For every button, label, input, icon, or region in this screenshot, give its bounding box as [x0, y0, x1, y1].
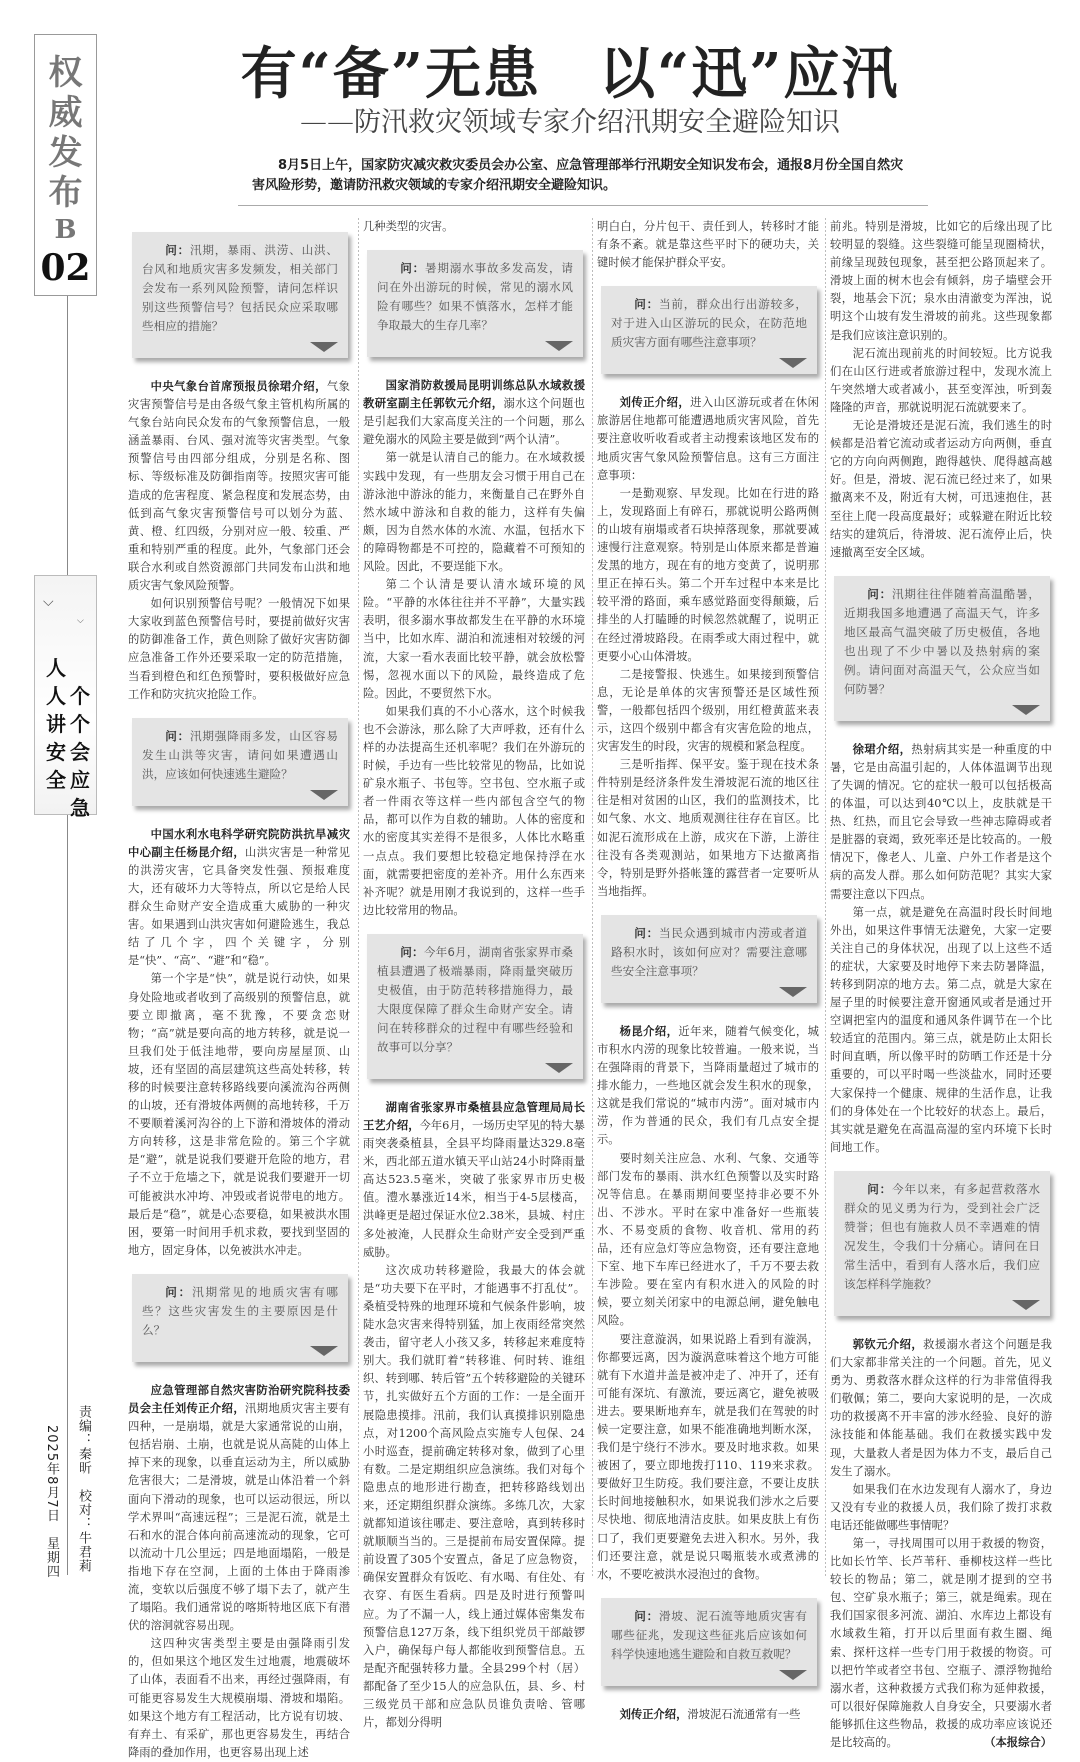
paragraph-text: 一是勤观察、早发现。比如在行进的路上，发现路面上有碎石，那就说明公路两侧的山坡有崩塌或者石块掉落现象，那就要减速慢行注意观察。特别是山体原来都是普遍发黑的地方，现在有的地方变黄了，说明那里正在掉石头。第二个开车过程中本来是比较平滑的路面，乘车感觉路面变得颠簸，后排坐的人打瞌睡的时候忽然就醒了，说明正在经过滑坡路段。在雨季或大雨过程中，就更要小心山体滑坡。 — [597, 486, 819, 663]
bird-icon: ⌵ — [43, 594, 54, 610]
triangle-down-icon — [310, 342, 338, 352]
paragraph-text: 这四种灾害类型主要是由强降雨引发的，但如果这个地区发生过地震，地震破坏了山体，表面看不出来，再经过强降雨，有可能更容易发生大规模崩塌、滑坡和塌陷。如果这个地方有工程活动，比方说有切坡、有弃土、有采矿，那也更容易发生，再结合降雨的叠加作用，也更容易出现上述 — [128, 1637, 350, 1759]
triangle-down-icon — [310, 790, 338, 800]
body-paragraph — [597, 218, 819, 272]
section-box — [34, 34, 97, 296]
question-text: 汛期，暴雨、洪涝、山洪、台风和地质灾害多发频发，相关部门会发布一系列风险预警，请问怎样识别这些预警信号？包括民众应采取哪些相应的措施？ — [142, 243, 338, 333]
paragraph-text: 几种类型的灾害。 — [363, 220, 454, 233]
question-label: 问： — [400, 261, 425, 276]
editor-credit: 责编：秦昕 校对：牛君莉 — [76, 1405, 91, 1573]
question-text: 当民众遇到城市内涝或者道路积水时，该如何应对？需要注意哪些安全注意事项？ — [611, 925, 807, 978]
sidebar-rule — [67, 296, 68, 575]
subheadline: ——防汛救灾领域专家介绍汛期安全避险知识 — [300, 107, 840, 138]
question-label: 问： — [867, 586, 892, 601]
slogan-char: 人 — [46, 684, 66, 708]
question-box — [834, 1171, 1050, 1316]
paragraph-text: 近年来，随着气候变化，城市积水内涝的现象比较普遍。一般来说，当在强降雨的背景下，当降雨量超过了城市的排水能力，一些地区就会发生积水的现象，这就是我们常说的“城市内涝”。面对城市内涝，作为普通的民众，我们有几点安全提示。 — [597, 1024, 819, 1147]
body-paragraph — [597, 485, 819, 666]
paragraph-text: 二是接警报、快逃生。如果接到预警信息，无论是单体的灾害预警还是区域性预警，一般都包括四个级别，用红橙黄蓝来表示，这四个级别中都含有灾害危险的地点，灾害发生的时段，灾害的规模和紧急程度。 — [597, 667, 819, 754]
slogan-char: 会 — [70, 740, 90, 764]
body-paragraph — [597, 756, 819, 901]
question-box — [132, 718, 348, 806]
question-text: 当前，群众出行出游较多，对于进入山区游玩的民众，在防范地质灾害方面有哪些注意事项？ — [611, 297, 807, 350]
question-text: 今年以来，有多起营救落水群众的见义勇为行为，受到社会广泛赞誉；但也有施救人员不幸遇难的情况发生，令我们十分痛心。请问在日常生活中，看到有人落水后，我们应该怎样科学施救？ — [844, 1181, 1040, 1291]
column-divider — [592, 218, 593, 1578]
question-box — [601, 915, 817, 1003]
body-paragraph — [363, 449, 585, 576]
question-text: 汛期常见的地质灾害有哪些？这些灾害发生的主要原因是什么？ — [142, 1284, 338, 1337]
answer-paragraph — [597, 1023, 819, 1150]
speaker-name: 徐珺介绍， — [852, 742, 912, 756]
paragraph-text: 如果我们在水边发现有人溺水了，身边又没有专业的救援人员，我们除了拨打求救电话还能做哪些事情呢？ — [830, 1482, 1052, 1532]
triangle-down-icon — [545, 341, 573, 351]
body-paragraph — [363, 218, 585, 236]
speaker-name: 杨昆介绍， — [619, 1024, 679, 1038]
column-divider — [825, 218, 826, 1578]
article-column — [363, 218, 585, 1732]
question-label: 问： — [634, 925, 659, 940]
answer-paragraph — [363, 377, 585, 449]
question-box — [367, 250, 583, 357]
body-paragraph — [363, 576, 585, 703]
paragraph-text: 明白白，分片包干、责任到人，转移时才能有条不紊。就是靠这些平时下的硬功夫，关键时候才能保护群众平安。 — [597, 220, 819, 270]
question-text: 汛期往往伴随着高温酷暑，近期我国多地遭遇了高温天气，许多地区最高气温突破了历史极值，各地也出现了不少中暑以及热射病的案例。请问面对高温天气，公众应当如何防暑？ — [844, 586, 1040, 696]
paragraph-text: 泥石流出现前兆的时间较短。比方说我们在山区行进或者旅游过程中，发现水流上午突然增大或者减小，甚至变浑浊，听到轰隆隆的声音，那就说明泥石流就要来了。 — [830, 346, 1052, 414]
body-paragraph — [128, 970, 350, 1260]
question-label: 问： — [165, 1284, 193, 1299]
slogan-char: 个 — [70, 712, 90, 736]
paragraph-text: 进入山区游玩或者在休闲旅游居住地都可能遭遇地质灾害风险，首先要注意收听收看或者主动搜索该地区发布的地质灾害气象风险预警信息。这有三方面注意事项： — [597, 396, 819, 482]
body-paragraph — [830, 1535, 1052, 1752]
question-text: 暑期溺水事故多发高发，请问在外出游玩的时候，常见的溺水风险有哪些？如果不慎落水，怎样才能争取最大的生存几率？ — [377, 261, 573, 333]
speaker-name: 中央气象台首席预报员徐珺介绍， — [150, 380, 327, 393]
paragraph-text: 要注意漩涡，如果说路上看到有漩涡，你都要远离，因为漩涡意味着这个地方可能就有下水道井盖是被冲走了、冲开了，还有可能有深坑、有激流，要远离它，避免被吸进去。要果断地弃车，就是我们在驾驶的时候一定要注意，如果不能准确地判断水深，我们是宁绕行不涉水。要及时地求救。如果被困了，要立即地拨打110、119来求救。要做好卫生防疫。我们要注意，不要让皮肤长时间地接触积水，如果说我们涉水之后要尽快地、彻底地清洁皮肤。如果皮肤上有伤口了，我们更要避免去进入积水。另外，我们还要注意，就是说只喝瓶装水或煮沸的水，不要吃被洪水浸泡过的食物。 — [597, 1332, 819, 1581]
speaker-name: 应急管理部自然灾害防治研究院科技委员会主任刘传正介绍， — [128, 1383, 350, 1416]
column-divider — [358, 218, 359, 1578]
answer-paragraph — [597, 394, 819, 484]
answer-paragraph — [830, 1336, 1052, 1481]
speaker-name: 中国水利水电科学研究院防洪抗旱减灾中心副主任杨昆介绍， — [128, 827, 350, 859]
paragraph-text: 前兆。特别是滑坡，比如它的后缘出现了比较明显的裂缝。这些裂缝可能呈现圈椅状，前缘呈现鼓包现象，甚至把公路顶起来了。滑坡上面的树木也会有倾斜，房子墙壁会开裂，地基会下沉；泉水由清澈变为浑浊，说明这个山坡有发生滑坡的前兆。这些现象都是我们应该注意识别的。 — [830, 220, 1052, 342]
slogan-right — [69, 682, 91, 822]
body-paragraph — [363, 1262, 585, 1732]
body-paragraph — [363, 703, 585, 920]
slogan-char: 应 — [70, 768, 90, 792]
paragraph-text: 今年6月，一场历史罕见的特大暴雨突袭桑植县，全县平均降雨量达329.8毫米，西北部五道水镇天平山站24小时降雨量高达523.5毫米，突破了张家界市历史极值。澧水暴涨近14米，相当于4-5层楼高，洪峰更是超过保证水位2.38米，县城、村庄多处被淹，人民群众生命财产安全受到严重威胁。 — [363, 1119, 585, 1259]
answer-paragraph — [128, 1382, 350, 1635]
question-label: 问： — [634, 297, 659, 312]
question-label: 问： — [634, 1608, 659, 1623]
question-box — [834, 576, 1050, 721]
paragraph-text: 如果我们真的不小心落水，这个时候我也不会游泳，那么除了大声呼救，还有什么样的办法提高生还机率呢？我们在外游玩的时候，手边有一些比较常见的物品，比如说矿泉水瓶子、书包等。空书包、空水瓶子或者一件雨衣等这样一些内部包含空气的物品，都可以作为自救的辅助。人体的密度和水的密度其实差得不是很多，人体比水略重一点点。我们要想比较稳定地保持浮在水面，就需要把密度的差补齐。用什么东西来补齐呢？就是用刚才我说到的，这样一些手边比较常用的物品。 — [363, 704, 585, 917]
body-paragraph — [830, 417, 1052, 562]
triangle-down-icon — [1012, 1300, 1040, 1310]
body-paragraph — [597, 1331, 819, 1584]
question-label: 问： — [400, 944, 424, 959]
paragraph-text: 第一就是认清自己的能力。在水域救援实践中发现，有一些朋友会习惯于用自己在游泳池中游泳的能力，来衡量自己在野外自然水域中游泳和自救的能力，这样有失偏颇，因为自然水体的水流、水温，包括水下的障碍物都是不可控的，隐藏着不可预知的风险。因此，不要逞能下水。 — [363, 451, 585, 574]
body-paragraph — [597, 1150, 819, 1331]
question-text: 今年6月，湖南省张家界市桑植县遭遇了极端暴雨，降雨量突破历史极值，由于防范转移措施得力，最大限度保障了群众生命财产安全。请问在转移群众的过程中有哪些经验和故事可以分享？ — [377, 944, 573, 1054]
article-column — [830, 218, 1052, 1752]
paragraph-text: 气象灾害预警信号是由各级气象主管机构所属的气象台站向民众发布的气象预警信息，一般涵盖暴雨、台风、强对流等灾害类型。气象预警信号由四部分组成，分别是名称、图标、等级标准及防御指南等。按照灾害可能造成的危害程度、紧急程度和发展态势，由低到高气象灾害预警信号可以划分为蓝、黄、橙、红四级，分别对应一般、较重、严重和特别严重的程度。此外，气象部门还会联合水利或自然资源部门共同发布山洪和地质灾害气象风险预警。 — [128, 380, 350, 593]
question-text: 汛期强降雨多发，山区容易发生山洪等灾害，请问如果遭遇山洪，应该如何快速逃生避险？ — [142, 728, 338, 781]
headline: 有“备”无患 以“迅”应汛 — [240, 41, 900, 107]
byline-signoff: （本报综合） — [984, 1736, 1052, 1749]
section-title — [35, 53, 96, 213]
lead-rule — [238, 205, 928, 206]
slogan-char: 安 — [46, 740, 66, 764]
slogan-box — [34, 575, 97, 820]
body-paragraph — [830, 345, 1052, 417]
triangle-down-icon — [545, 1063, 573, 1073]
speaker-name: 湖南省张家界市桑植县应急管理局局长王艺介绍， — [363, 1100, 585, 1132]
paragraph-text: 救援溺水者这个问题是我们大家都非常关注的一个问题。首先，见义勇为、勇救落水群众这样的行为非常值得我们敬佩；第二，要向大家说明的是，一次成功的救援离不开丰富的涉水经验、良好的游泳技能和体能基础。我们在救援实践中发现，大量救人者是因为体力不支，最后自己发生了溺水。 — [830, 1337, 1052, 1478]
slogan-char: 急 — [70, 796, 90, 820]
triangle-down-icon — [310, 1346, 338, 1356]
page-letter: B — [54, 215, 77, 245]
paragraph-text: 第一个字是“快”，就是说行动快，如果身处险地或者收到了高级别的预警信息，就要立即撤离，毫不犹豫，不要贪恋财物；“高”就是要向高的地方转移，就是说一旦我们处于低洼地带，要向房屋屋顶、山坡，还有坚固的高层建筑这些高处转移，转移的时候要注意转移路线要向溪流沟谷两侧的山坡，还有滑坡体两侧的高地转移，千万不要顺着溪河沟谷的上下游和滑坡体的滑动方向转移，这是非常危险的。第三个字就是“避”，就是说我们要避开危险的地方，君子不立于危墙之下，就是说我们要避开一切可能被洪水冲垮、冲毁或者说带电的地方。最后是“稳”，就是心态要稳，如果被洪水围困，要第一时间用手机求救，要找到坚固的地方，固定身体，以免被洪水冲走。 — [128, 972, 350, 1257]
question-label: 问： — [165, 728, 190, 743]
answer-paragraph — [128, 378, 350, 595]
paragraph-text: 第一，寻找周围可以用于救援的物资，比如长竹竿、长芦苇秆、垂柳枝这样一些比较长的物品；第二，就是刚才提到的空书包、空矿泉水瓶子；第三，就是绳索。现在我们国家很多河流、湖泊、水库边上都设有水域救生箱，打开以后里面有救生圈、绳索、探杆这样一些专门用于救援的物资。可以把竹竿或者空书包、空瓶子、漂浮物抛给溺水者，这种救援方式我们称为延伸救援，可以很好保障施救人自身安全，只要溺水者能够抓住这些物品，救援的成功率应该说还是比较高的。 — [830, 1536, 1052, 1749]
speaker-name: 郭钦元介绍， — [852, 1337, 924, 1351]
article-column — [597, 218, 819, 1724]
paragraph-text: 无论是滑坡还是泥石流，我们逃生的时候都是沿着它流动或者运动方向两侧，垂直它的方向向两侧跑，跑得越快、爬得越高越好。但是，滑坡、泥石流已经过来了，如果撤离来不及，附近有大树，可迅速抱住，甚至往上爬一段高度最好；或躲避在附近比较结实的建筑后，待滑坡、泥石流停止后，快速撤离至安全区域。 — [830, 419, 1052, 559]
paragraph-text: 要时刻关注应急、水利、气象、交通等部门发布的暴雨、洪水红色预警以及实时路况等信息。在暴雨期间要坚持非必要不外出、不涉水。平时在家中准备好一些瓶装水、不易变质的食物、收音机、常用的药品，还有应急灯等应急物资，还有要注意地下室、地下车库已经进水了，千万不要去救车涉险。要在室内有积水进入的风险的时候，要立刻关闭家中的电源总闸，避免触电风险。 — [597, 1151, 819, 1328]
slogan-left — [45, 654, 67, 794]
triangle-down-icon — [779, 1670, 807, 1680]
answer-paragraph — [830, 741, 1052, 904]
answer-paragraph — [363, 1099, 585, 1262]
question-box — [367, 934, 583, 1079]
body-paragraph — [830, 218, 1052, 345]
question-box — [132, 1274, 348, 1362]
body-paragraph — [128, 1635, 350, 1762]
answer-paragraph — [597, 1706, 819, 1724]
body-paragraph — [830, 1481, 1052, 1535]
paragraph-text: 汛期地质灾害主要有四种，一是崩塌，就是大家通常说的山崩，包括岩崩、土崩，也就是说从高陡的山体上掉下来的现象，以垂直运动为主，所以威胁危害很大；二是滑坡，就是山体沿着一个斜面向下滑动的现象，也可以运动很远，所以学术界叫“高速远程”；三是泥石流，就是土石和水的混合体向前高速流动的现象，它可以流动十几公里远；四是地面塌陷，一般是指地下存在空洞，上面的土体由于降雨渗流，变软以后强度不够了塌下去了，就产生了塌陷。我们通常说的喀斯特地区底下有潜伏的溶洞就容易出现。 — [128, 1402, 350, 1633]
slogan-char: 人 — [46, 656, 66, 680]
sidebar-rule — [67, 815, 68, 1575]
question-label: 问： — [165, 243, 190, 257]
article-column — [128, 218, 350, 1762]
question-text: 滑坡、泥石流等地质灾害有哪些征兆，发现这些征兆后应该如何科学快速地逃生避险和自救互救呢？ — [611, 1608, 807, 1661]
paragraph-text: 这次成功转移避险，我最大的体会就是“功夫要下在平时，才能遇事不打乱仗”。桑植受特殊的地理环境和气候条件影响，坡陡水急灾害来得特别猛，加上夜雨经常突然袭击，留守老人小孩又多，转移起来难度特别大。我们就盯着“转移谁、何时转、谁组织、转到哪、转后管”五个转移避险的关键环节，扎实做好五个方面的工作：一是全面开展隐患摸排。汛前，我们认真摸排识别隐患点，对1200个高风险点实施专人包保、24小时巡查，提前确定转移对象，做到了心里有数。二是定期组织应急演练。我们对每个隐患点的地形进行勘查，把转移路线划出来，还定期组织群众演练。多练几次，大家就都知道该往哪走、要注意啥，真到转移时就顺顺当当的。三是提前布局安置保障。提前设置了305个安置点，备足了应急物资，确保安置群众有饭吃、有水喝、有住处、有衣穿、有医生看病。四是及时进行预警叫应。为了不漏一人，线上通过媒体密集发布预警信息127万条，线下组织党员干部敲锣入户，确保每户每人都能收到预警信息。五是配齐配强转移力量。全县299个村（居）都配备了至少15人的应急队伍，县、乡、村三级党员干部和应急队员谁负责啥、管哪片，都划分得明 — [363, 1263, 585, 1730]
bird-icon: ⌵ — [77, 616, 84, 626]
speaker-name: 刘传正介绍， — [619, 396, 691, 410]
paragraph-text: 第二个认清是要认清水域环境的风险。“平静的水体往往并不平静”，大量实践表明，很多溺水事故都发生在平静的水环境当中，比如水库、湖泊和流速相对较缓的河流，大家一看水表面比较平静，就会放松警惕，忽视水面以下的风险，最终造成了危险。因此，不要贸然下水。 — [363, 578, 585, 700]
section-char: 发 — [48, 133, 83, 173]
slogan-char: 全 — [46, 768, 66, 792]
triangle-down-icon — [779, 987, 807, 997]
issue-date: 2025年8月7日 星期四 — [44, 1425, 59, 1579]
paragraph-text: 热射病其实是一种重度的中暑，它是由高温引起的，人体体温调节出现了失调的情况。它的症状一般可以包括极高的体温，可以达到40℃以上，皮肤就是干热、红热，而且它会导致一些神志障碍或者是脏器的衰竭，致死率还是比较高的。一般情况下，像老人、儿童、户外工作者是这个病的高发人群。那么如何防范呢？其实大家需要注意以下四点。 — [830, 742, 1052, 901]
paragraph-text: 第一点，就是避免在高温时段长时间地外出，如果这件事情无法避免，大家一定要关注自己的身体状况，出现了以上这些不适的症状，大家要及时地停下来去防暑降温，转移到阴凉的地方去。第二点，就是大家在屋子里的时候要注意开窗通风或者是通过开空调把室内的温度和通风条件调节在一个比较适宜的范围内。第三点，就是防止太阳长时间直晒，所以像平时的防晒工作还是十分重要的，可以平时喝一些淡盐水，同时还要大家保持一个健康、规律的生活作息，让我们的身体处在一个比较好的状态上。最后，其实就是避免在高温高湿的室内环境下长时间地工作。 — [830, 905, 1052, 1154]
body-paragraph — [128, 595, 350, 704]
speaker-name: 刘传正介绍， — [619, 1707, 688, 1721]
speaker-name: 国家消防救援局昆明训练总队水域救援教研室副主任郭钦元介绍， — [363, 379, 585, 411]
body-paragraph — [830, 904, 1052, 1157]
paragraph-text: 滑坡泥石流通常有一些 — [687, 1707, 801, 1721]
triangle-down-icon — [779, 358, 807, 368]
question-box — [601, 1598, 817, 1686]
paragraph-text: 如何识别预警信号呢？一般情况下如果大家收到蓝色预警信号时，要提前做好灾害的防御准备工作，黄色则除了做好灾害防御应急准备工作外还要采取一定的防范措施，当看到橙色和红色预警时，要积极做好应急工作和防灾抗灾抢险工作。 — [128, 597, 350, 701]
body-paragraph — [597, 666, 819, 756]
paragraph-text: 三是听指挥、保平安。鉴于现在技术条件特别是经济条件发生滑坡泥石流的地区往往是相对贫困的山区，我们的监测技术，比如气象、水文、地质观测往往存在盲区。比如泥石流形成在上游，成灾在下游，上游往往没有各类观测站，如果地方下达撤离指令，特别是野外搭帐篷的露营者一定要听从当地指挥。 — [597, 758, 819, 898]
answer-paragraph — [128, 826, 350, 971]
paragraph-text: 溺水这个问题也是引起我们大家高度关注的一个问题，那么避免溺水的风险主要是做到“两个认清”。 — [363, 397, 585, 447]
section-char: 权 — [48, 53, 83, 93]
triangle-down-icon — [1012, 705, 1040, 715]
question-label: 问： — [867, 1181, 892, 1196]
page-number: 02 — [40, 247, 91, 289]
paragraph-text: 山洪灾害是一种常见的洪涝灾害，它具备突发性强、预报难度大，还有破坏力大等特点，所以它是给人民群众生命财产安全造成重大威胁的一种灾害。如果遇到山洪灾害如何避险逃生，我总结了几个字，四个关键字，分别是“快”、“高”、“避”和“稳”。 — [128, 845, 350, 968]
question-box — [132, 232, 348, 358]
section-char: 布 — [48, 173, 83, 213]
section-char: 威 — [48, 93, 83, 133]
lead-paragraph: 8月5日上午，国家防灾减灾救灾委员会办公室、应急管理部举行汛期安全知识发布会，通报8月份全国自然灾害风险形势，邀请防汛救灾领域的专家介绍汛期安全避险知识。 — [252, 158, 904, 193]
slogan-char: 讲 — [46, 712, 66, 736]
slogan-char: 个 — [70, 684, 90, 708]
question-box — [601, 286, 817, 374]
